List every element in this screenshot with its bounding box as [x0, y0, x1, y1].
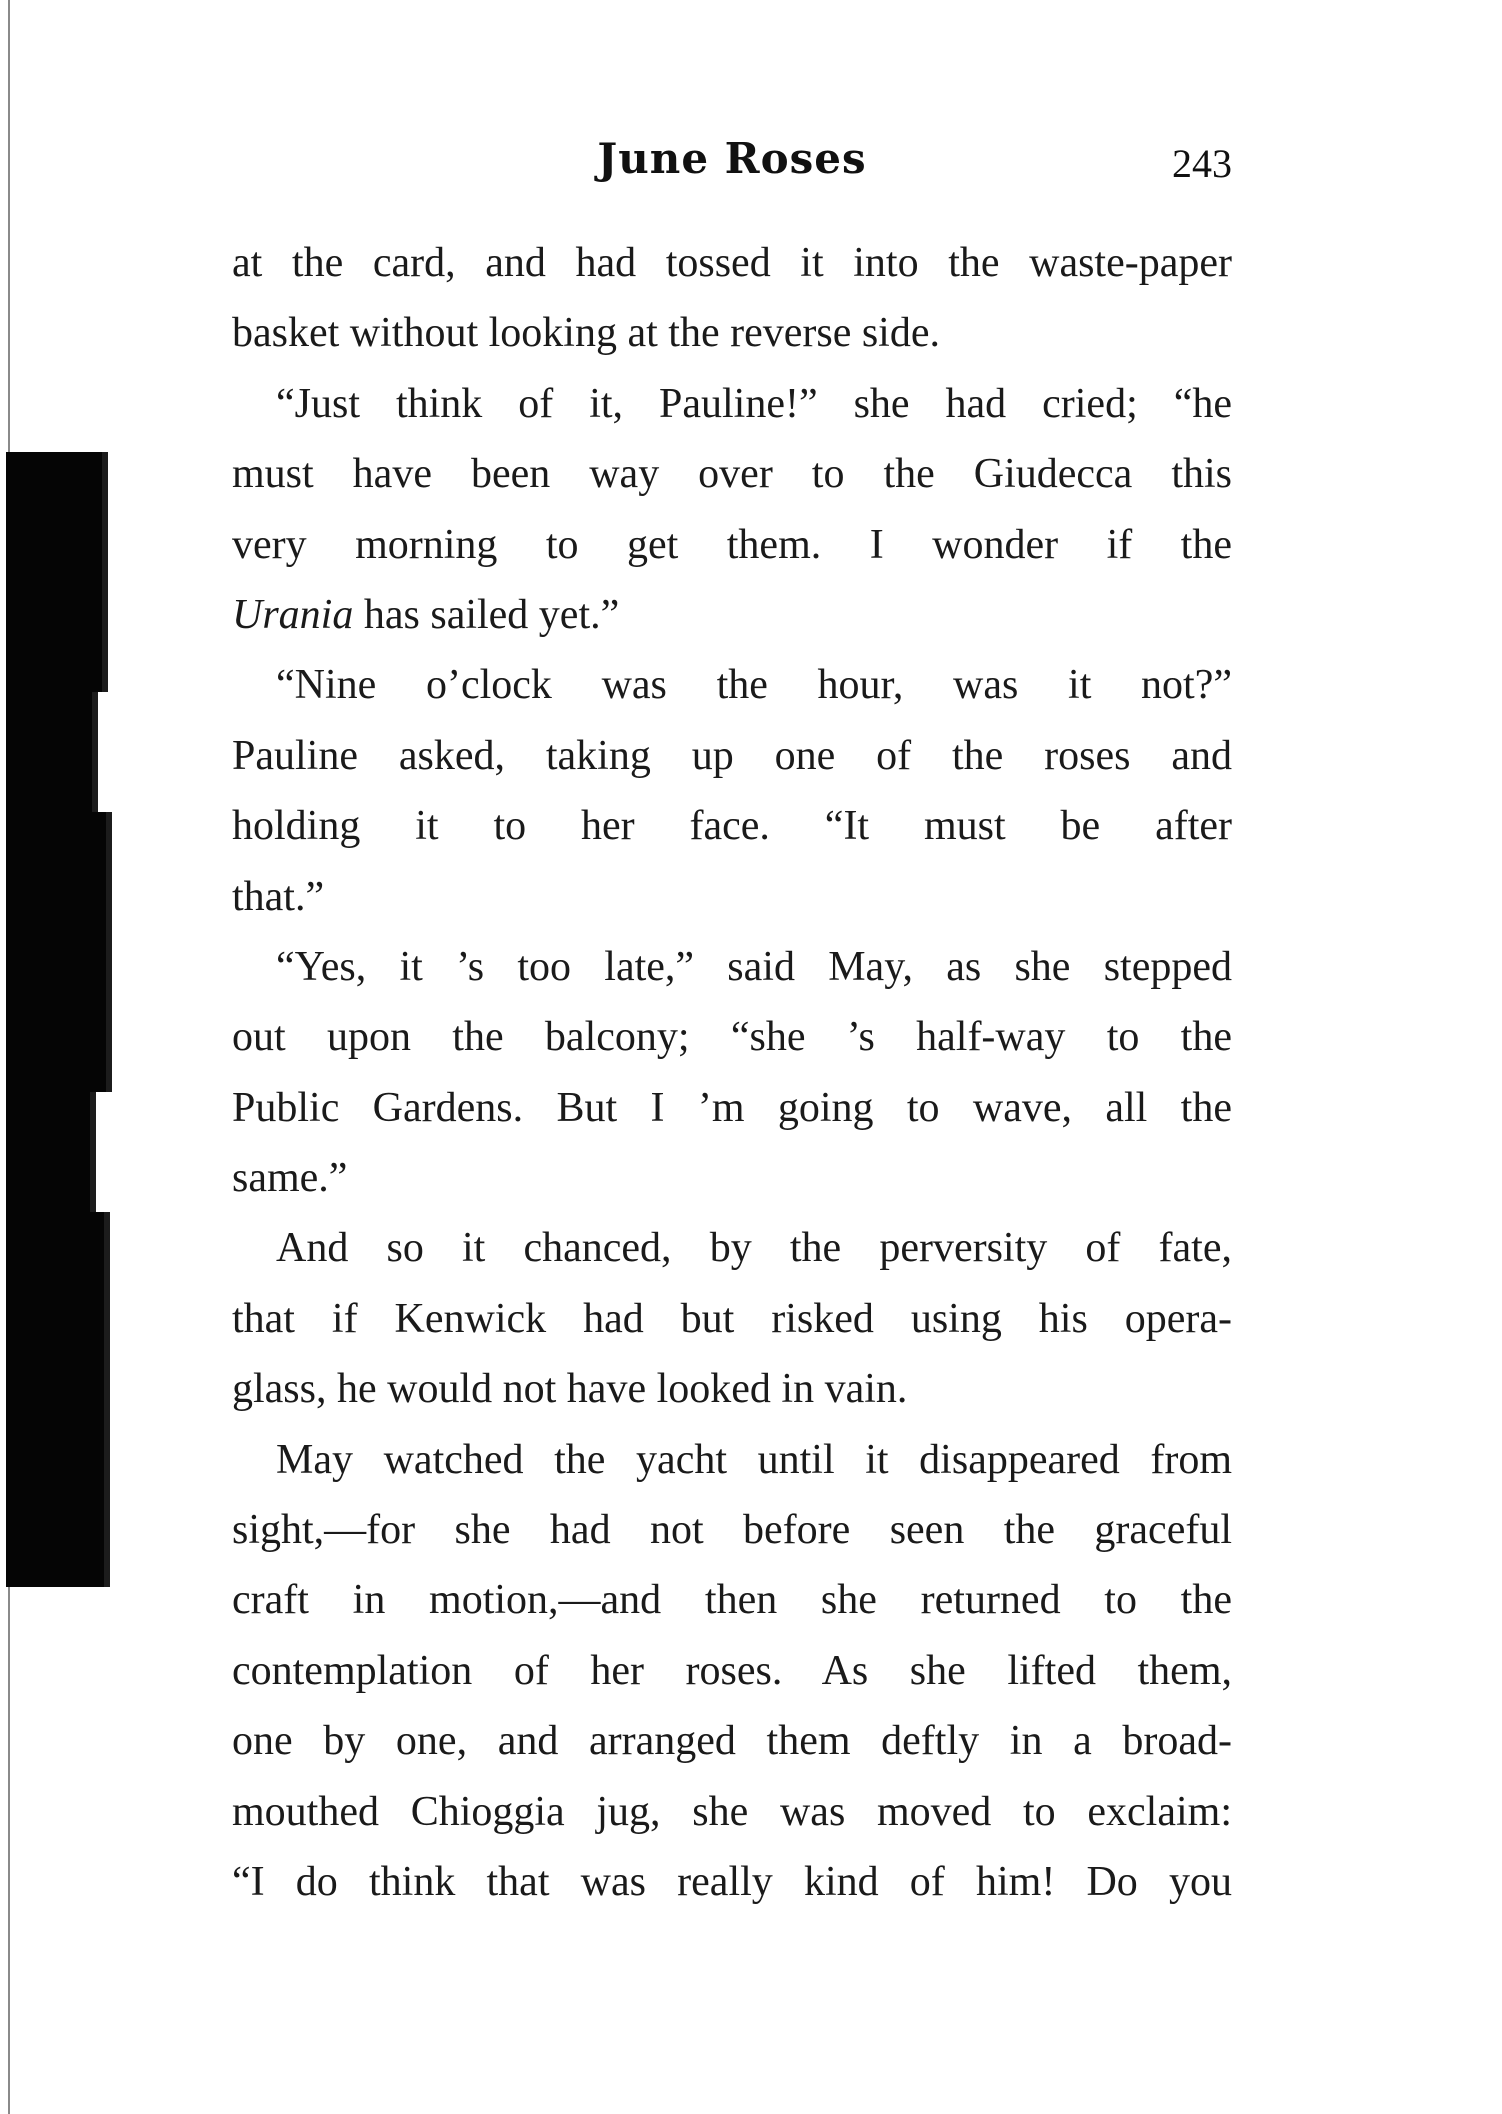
binding-shadow-segment — [6, 692, 98, 812]
text-line-content: May watched the yacht until it disappeared from — [276, 1436, 1232, 1483]
text-line-content: “I do think that was really kind of him! Do you — [232, 1858, 1232, 1905]
text-line — [232, 1073, 1232, 1143]
text-line — [232, 510, 1232, 580]
text-line-content: “Yes, it ’s too late,” said May, as she stepped — [276, 943, 1232, 990]
binding-shadow-segment — [6, 1092, 96, 1212]
text-line — [232, 1284, 1232, 1354]
text-line-content: contemplation of her roses. As she lifted them, — [232, 1647, 1232, 1694]
text-line-content: Pauline asked, taking up one of the roses and — [232, 732, 1232, 779]
text-line — [232, 298, 1232, 368]
text-line-content: out upon the balcony; “she ’s half-way to the — [232, 1014, 1232, 1061]
text-line — [232, 791, 1232, 861]
text-line — [232, 369, 1232, 439]
body-text — [232, 228, 1232, 1917]
text-line — [232, 932, 1232, 1002]
text-line-content: must have been way over to the Giudecca this — [232, 451, 1232, 498]
text-line-content: one by one, and arranged them deftly in a broad- — [232, 1718, 1232, 1765]
text-line-content: same.” — [232, 1155, 348, 1202]
binding-shadow-segment — [6, 1212, 110, 1587]
text-line-content: has sailed yet.” — [353, 591, 620, 638]
text-line-content: very morning to get them. I wonder if the — [232, 521, 1232, 568]
page-number: 243 — [1172, 141, 1232, 186]
text-line — [232, 580, 1232, 650]
text-line — [232, 1143, 1232, 1213]
italic-ship-name: Urania — [232, 591, 354, 638]
binding-shadow-segment — [6, 452, 108, 692]
binding-shadow-segment — [6, 812, 112, 1092]
text-line — [232, 1002, 1232, 1072]
text-line-content: sight,—for she had not before seen the graceful — [232, 1507, 1232, 1554]
text-line-content: “Just think of it, Pauline!” she had cried; “he — [276, 380, 1232, 427]
text-line-content: that if Kenwick had but risked using his opera- — [232, 1295, 1232, 1342]
text-line-content: holding it to her face. “It must be after — [232, 803, 1232, 850]
text-line — [232, 1777, 1232, 1847]
page-header — [232, 130, 1232, 200]
running-title: June Roses — [597, 134, 867, 183]
text-line — [232, 1847, 1232, 1917]
text-line-content: at the card, and had tossed it into the waste-paper — [232, 240, 1232, 286]
text-line — [232, 1354, 1232, 1424]
text-line — [232, 1495, 1232, 1565]
text-line-content: “Nine o’clock was the hour, was it not?” — [276, 662, 1232, 709]
text-line-content: And so it chanced, by the perversity of fate, — [276, 1225, 1232, 1272]
text-line — [232, 721, 1232, 791]
text-line — [232, 650, 1232, 720]
text-line-content: Public Gardens. But I ’m going to wave, all the — [232, 1084, 1232, 1131]
text-line-content: craft in motion,—and then she returned to the — [232, 1577, 1232, 1624]
text-line — [232, 1565, 1232, 1635]
text-line — [232, 1636, 1232, 1706]
text-line — [232, 1425, 1232, 1495]
text-line — [232, 439, 1232, 509]
text-line-content: glass, he would not have looked in vain. — [232, 1366, 908, 1413]
binding-shadow — [6, 452, 116, 1587]
text-line — [232, 228, 1232, 298]
text-line — [232, 1706, 1232, 1776]
text-line — [232, 1213, 1232, 1283]
text-line-content: mouthed Chioggia jug, she was moved to exclaim: — [232, 1788, 1232, 1835]
text-line-content: that.” — [232, 873, 325, 920]
text-line-content: basket without looking at the reverse side. — [232, 310, 940, 357]
text-line — [232, 862, 1232, 932]
